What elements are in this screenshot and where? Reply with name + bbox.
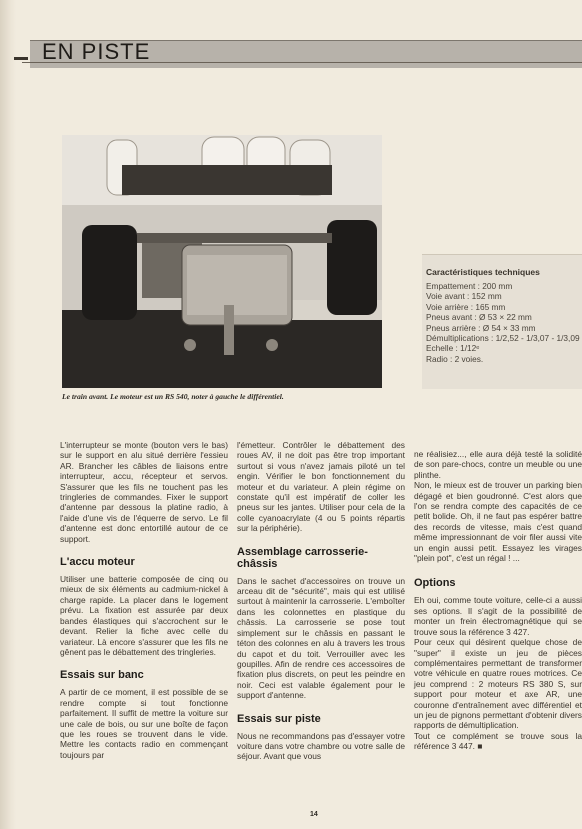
spec-item: Voie arrière : 165 mm xyxy=(426,301,506,312)
page-number: 14 xyxy=(310,811,318,818)
paragraph: Non, le mieux est de trouver un parking bien dégagé et bien goudronné. C'est alors que l'on se rendra compte des capacités de ce petit bolide. Oh, il ne faut pas espérer battre des records de vitesse, mais c'est quand même impressionnant de voir filer aussi vite un engin aussi petit. Essayez les virages "plein pot", c'est un régal ! ... xyxy=(414,480,582,564)
header-tick-mark xyxy=(14,57,28,60)
paragraph: A partir de ce moment, il est possible de se rendre compte si tout fonctionne parfaitement. Il suffit de mettre la voiture sur une cale de bois, ou sur une boîte de façon que les roues se trouvent dans le vide. Mettre les contacts radio en commençant toujours par xyxy=(60,687,228,760)
spec-item: Pneus avant : Ø 53 × 22 mm xyxy=(426,312,532,323)
section-heading: Essais sur piste xyxy=(237,712,321,725)
paragraph: l'émetteur. Contrôler le débattement des roues AV, il ne doit pas être trop important surtout si vous n'avez jamais piloté un tel engin. Vérifier le bon fonctionnement du moteur et du variateur. A plein régime on constate qu'il est impératif de coller les pneus sur les jantes. Utiliser pour cela de la colle cyanoacrylate (4 ou 5 points répartis sur la périphérie). xyxy=(237,440,405,534)
section-heading: L'accu moteur xyxy=(60,556,135,569)
paragraph: Dans le sachet d'accessoires on trouve un arceau dit de "sécurité", mais qui est utilisé surtout à maintenir la carrosserie. L'emboîter dans les colonnettes en plastique du châssis. La carrosserie se pose tout simplement sur le châssis en passant le téton des colonnes en alu à travers les trous du capot et du toit. Verrouiller avec les goupilles. Afin de rendre ces accessoires de fixation plus discrets, on peut les peindre en noir. Ceci est valable également pour le support d'antenne. xyxy=(237,575,405,701)
paragraph: Tout ce complément se trouve sous la référence 3 447. ■ xyxy=(414,730,582,752)
article-column-3 xyxy=(414,449,582,752)
article-column-2 xyxy=(237,440,405,762)
paragraph: Pour ceux qui désirent quelque chose de "super" il existe un jeu de pièces complémentaires permettant de transformer votre véhicule en quatre roues motrices. Ce jeu comprend : 2 moteurs RS 380 S, sur support pour moteur et axe AR, une couronne d'entraînement avec différentiel et un jeu de pignons permettant d'obtenir divers rapports de démultiplication. xyxy=(414,637,582,731)
paragraph: Nous ne recommandons pas d'essayer votre voiture dans votre chambre ou votre salle de séjour. Avant que vous xyxy=(237,730,405,762)
paragraph: L'interrupteur se monte (bouton vers le bas) sur le support en alu situé derrière l'essieu AR. Brancher les câbles de liaisons entre interrupteur, accu, récepteur et servos. S'assurer que les fils ne touchent pas les tringleries de commandes. Fixer le support d'antenne par dessous la platine radio, à l'aide d'une vis de l'équerre de servo. Le fil d'antenne est donc entortillé autour de ce support. xyxy=(60,440,228,544)
paragraph: Eh oui, comme toute voiture, celle-ci a aussi ses options. Il s'agit de la possibilité de monter un frein électromagnétique qui se trouve sous la référence 3 427. xyxy=(414,595,582,637)
chassis-photo xyxy=(62,135,382,388)
spec-item: Radio : 2 voies. xyxy=(426,353,484,364)
specs-list xyxy=(426,281,582,364)
spec-item: Empattement : 200 mm xyxy=(426,281,513,291)
spec-item: Echelle : 1/12ᵉ xyxy=(426,343,480,354)
technical-specs-box xyxy=(422,254,582,389)
page-binding-edge xyxy=(0,0,16,829)
spec-item: Démultiplications : 1/2,52 - 1/3,07 - 1/3,09 xyxy=(426,333,580,344)
spec-item: Voie avant : 152 mm xyxy=(426,291,502,302)
section-title: EN PISTE xyxy=(42,39,151,64)
section-heading: Essais sur banc xyxy=(60,669,144,682)
specs-title: Caractéristiques techniques xyxy=(426,267,540,277)
section-heading: Assemblage carrosserie-châssis xyxy=(237,545,368,570)
paragraph: ne réalisiez..., elle aura déjà testé la solidité de son pare-chocs, contre un meuble ou une plinthe. xyxy=(414,449,582,480)
paragraph: Utiliser une batterie composée de cinq ou mieux de six éléments au cadmium-nickel à charge rapide. La placer dans le logement prévu. La fixation est assurée par deux bandes élastiques qui s'accrochent sur le devant. Relier la fiche avec celle du variateur. Là encore s'assurer que les fils ne gênent pas le débattement des tringleries. xyxy=(60,574,228,657)
article-column-1 xyxy=(60,440,228,760)
section-heading: Options xyxy=(414,577,456,590)
photo-caption: Le train avant. Le moteur est un RS 540, noter à gauche le différentiel. xyxy=(62,392,284,401)
spec-item: Pneus arrière : Ø 54 × 33 mm xyxy=(426,322,536,333)
